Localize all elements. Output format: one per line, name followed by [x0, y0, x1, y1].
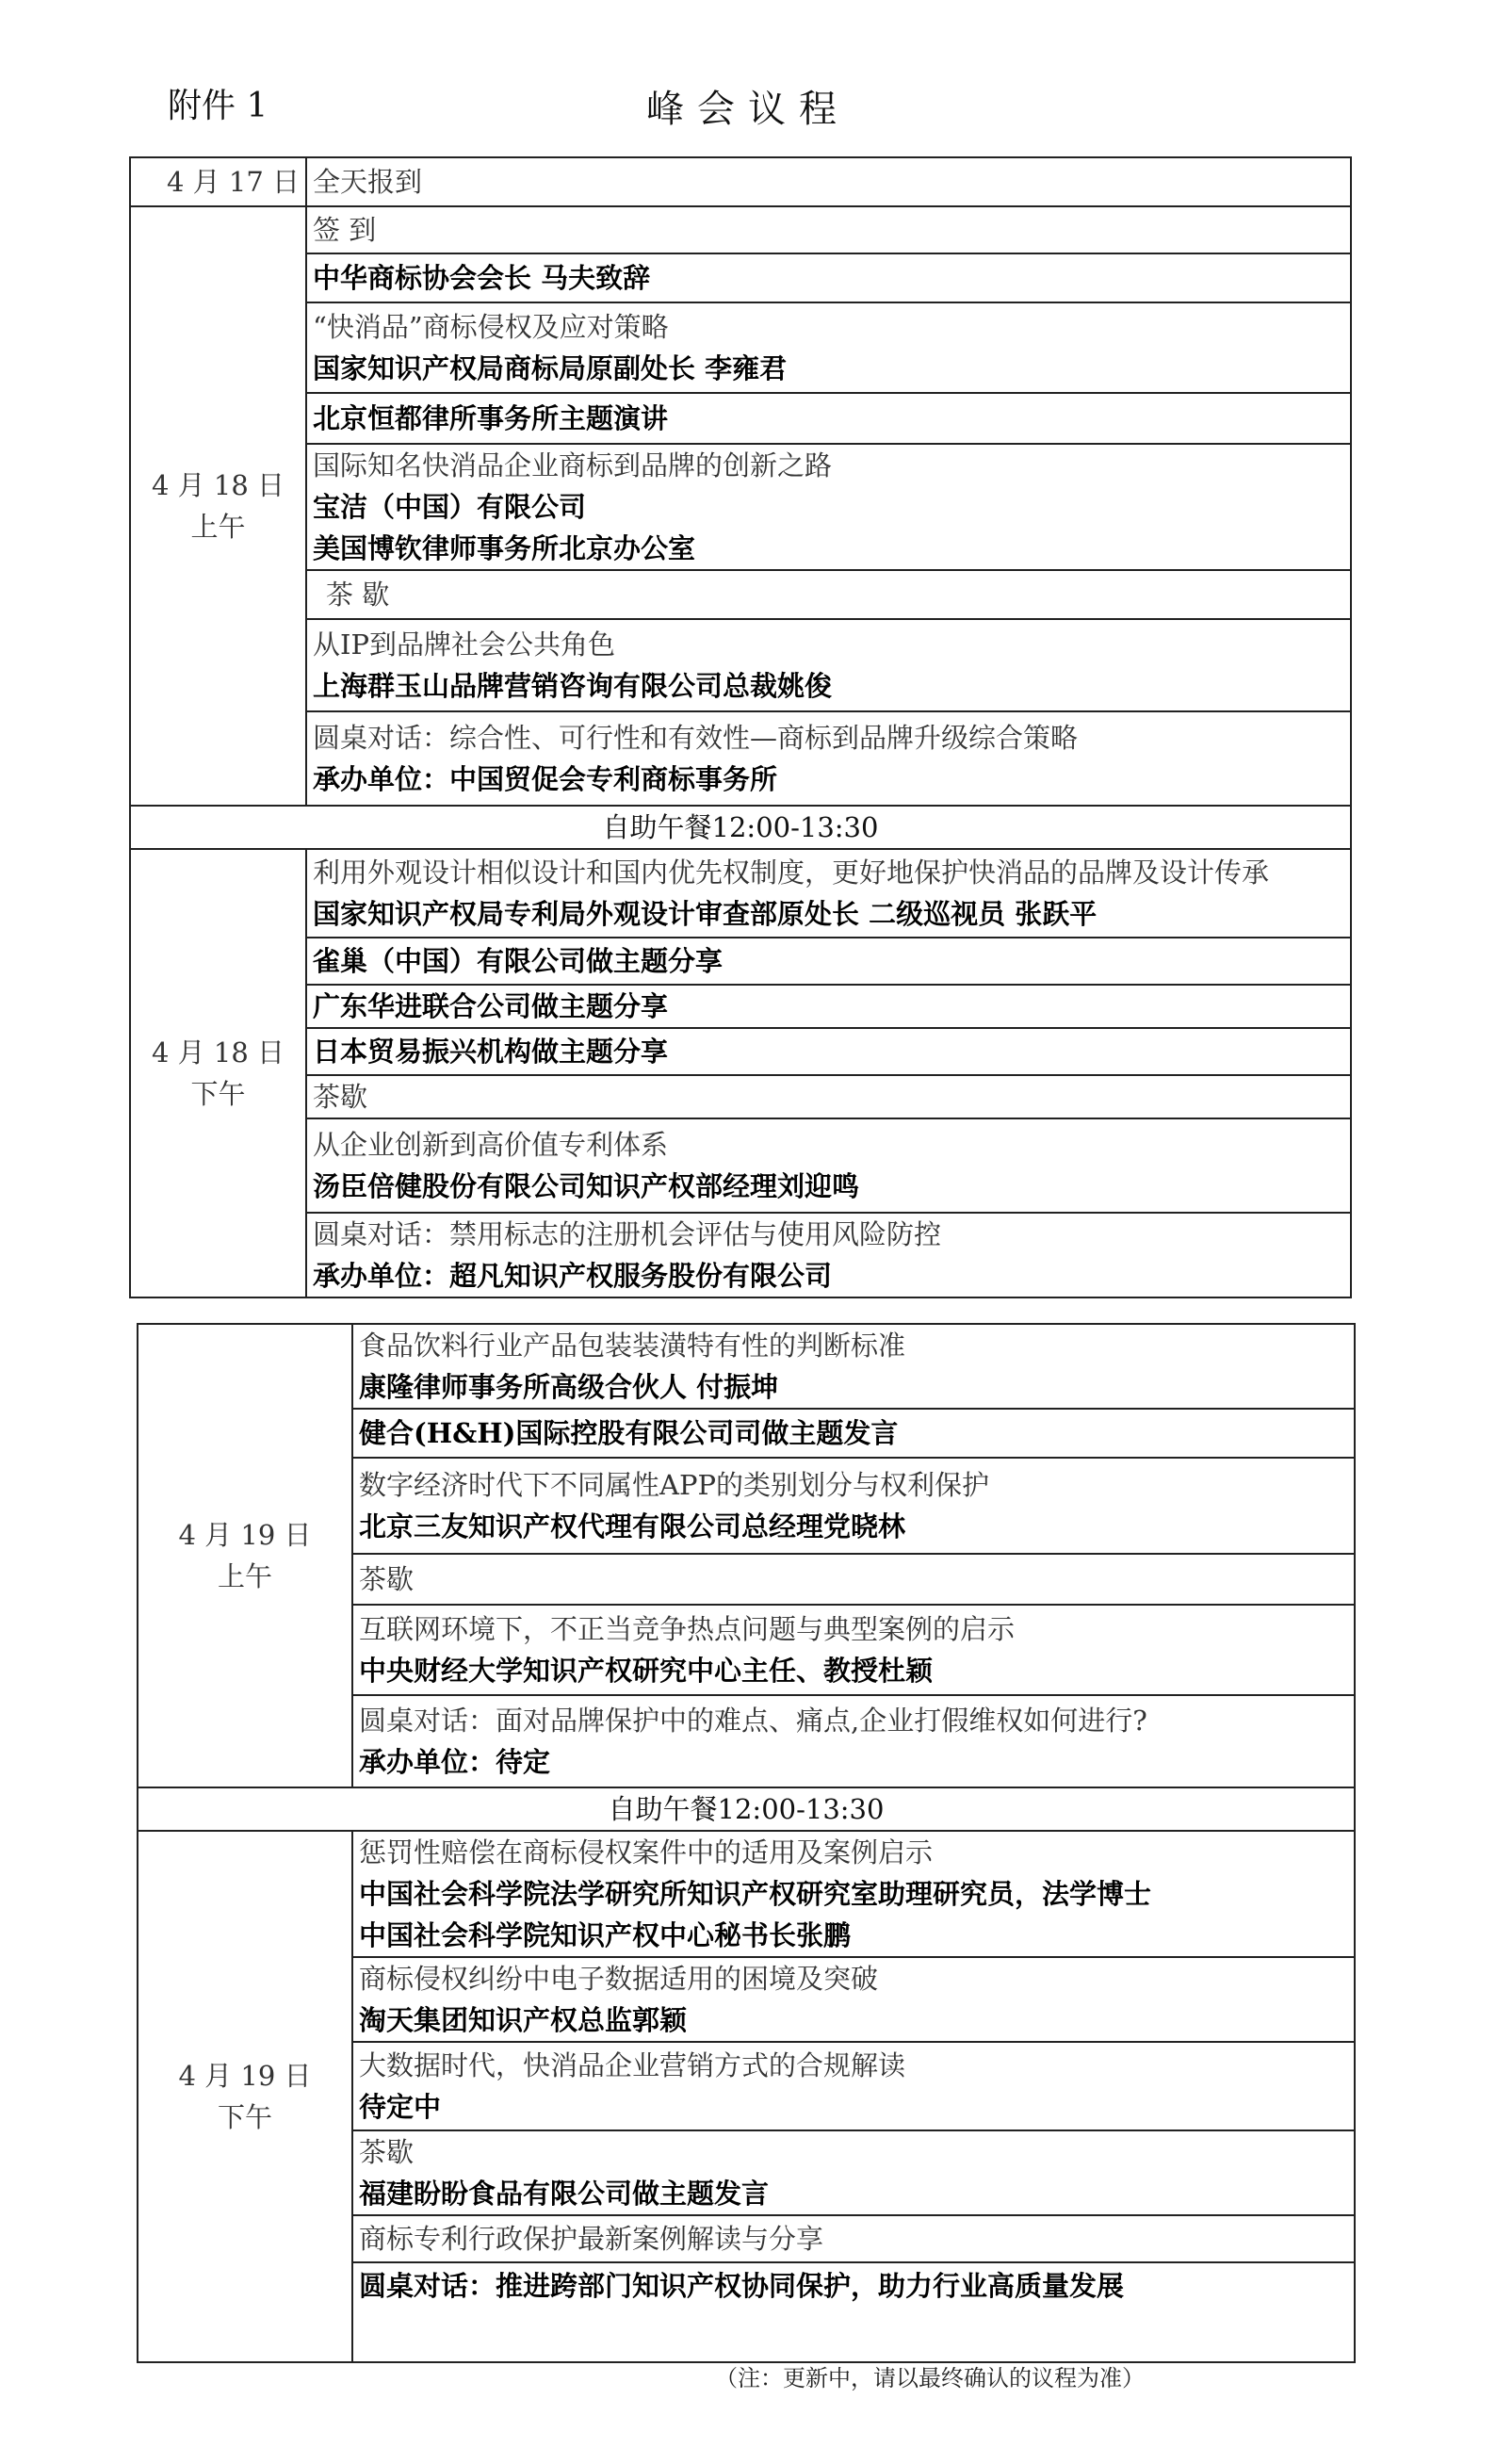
session-speaker: 国家知识产权局专利局外观设计审查部原处长 二级巡视员 张跃平 [313, 898, 1098, 930]
session-topic: 圆桌对话：禁用标志的注册机会评估与使用风险防控 [313, 1218, 942, 1250]
session-speaker: 国家知识产权局商标局原副处长 李雍君 [313, 352, 788, 384]
session-line: 茶 歇 [326, 579, 390, 611]
session-speaker: 上海群玉山品牌营销咨询有限公司总裁姚俊 [313, 670, 833, 702]
session-cell [352, 1957, 1355, 2042]
session-cell [306, 1213, 1351, 1297]
lunch-cell: 自助午餐12:00-13:30 [138, 1787, 1355, 1831]
session-line: 茶歇 [359, 1563, 415, 1595]
page-title: 峰会议程 [646, 88, 850, 131]
session-speaker: 承办单位：超凡知识产权服务股份有限公司 [313, 1260, 833, 1292]
session-cell [306, 1118, 1351, 1213]
session-topic: 食品饮料行业产品包装装潢特有性的判断标准 [359, 1330, 906, 1362]
table-row [130, 938, 1351, 985]
day-cell: 4 月 17 日 [130, 157, 306, 206]
session-line: 日本贸易振兴机构做主题分享 [313, 1036, 669, 1068]
day-cell [138, 1324, 352, 1787]
table-row [130, 711, 1351, 806]
session-speaker: 宝洁（中国）有限公司 [313, 491, 587, 523]
session-speaker: 中国社会科学院知识产权中心秘书长张鹏 [359, 1919, 852, 1951]
session-cell: 全天报到 [306, 157, 1351, 206]
attachment-label: 附件 1 [168, 87, 268, 125]
session-topic: 圆桌对话：面对品牌保护中的难点、痛点,企业打假维权如何进行? [359, 1705, 1147, 1737]
session-cell [352, 1605, 1355, 1695]
session-speaker: 北京三友知识产权代理有限公司总经理党晓林 [359, 1510, 906, 1542]
session-speaker: 淘天集团知识产权总监郭颖 [359, 2004, 688, 2036]
table-row [130, 1118, 1351, 1213]
day-cell [130, 849, 306, 1297]
day-cell [130, 206, 306, 806]
footnote: （注：更新中，请以最终确认的议程为准） [715, 2365, 1145, 2391]
table-row [130, 444, 1351, 570]
agenda-table-day3 [137, 1323, 1356, 2363]
session-speaker: 承办单位：中国贸促会专利商标事务所 [313, 763, 778, 795]
day-date: 4 月 19 日 [178, 1519, 312, 1551]
session-line: 商标专利行政保护最新案例解读与分享 [359, 2223, 824, 2255]
session-line: 健合(H&H)国际控股有限公司司做主题发言 [359, 1417, 899, 1449]
session-topic: 惩罚性赔偿在商标侵权案件中的适用及案例启示 [359, 1836, 934, 1868]
session-topic: 茶歇 [359, 2136, 415, 2168]
session-speaker: 康隆律师事务所高级合伙人 付振坤 [359, 1371, 779, 1403]
session-cell [352, 2262, 1355, 2362]
day-date: 4 月 18 日 [151, 469, 285, 501]
session-cell [306, 206, 1351, 253]
table-row [138, 1324, 1355, 1409]
day-date: 4 月 19 日 [178, 2060, 312, 2092]
session-cell [306, 302, 1351, 393]
day-cell [138, 1831, 352, 2362]
table-row [130, 570, 1351, 619]
session-line: 茶歇 [313, 1081, 368, 1113]
day-period: 上午 [190, 511, 246, 543]
table-row [138, 1787, 1355, 1831]
agenda-table-day1-2 [129, 156, 1352, 1298]
table-row [138, 1831, 1355, 1957]
table-row [130, 806, 1351, 849]
session-cell [352, 2042, 1355, 2130]
session-topic: 从IP到品牌社会公共角色 [313, 628, 615, 661]
table-row [130, 206, 1351, 253]
session-topic: 互联网环境下，不正当竞争热点问题与典型案例的启示 [359, 1613, 1016, 1645]
session-cell [306, 985, 1351, 1028]
session-line: 圆桌对话：推进跨部门知识产权协同保护，助力行业高质量发展 [359, 2270, 1125, 2302]
day-date: 4 月 18 日 [151, 1036, 285, 1069]
session-topic: 圆桌对话：综合性、可行性和有效性—商标到品牌升级综合策略 [313, 722, 1079, 754]
table-row [130, 849, 1351, 938]
session-line: 雀巢（中国）有限公司做主题分享 [313, 945, 724, 977]
table-row [130, 302, 1351, 393]
session-topic: 大数据时代，快消品企业营销方式的合规解读 [359, 2049, 906, 2081]
session-cell [306, 1028, 1351, 1075]
session-cell [352, 1458, 1355, 1554]
table-row [130, 157, 1351, 206]
session-line: 中华商标协会会长 马夫致辞 [313, 262, 651, 294]
day-period: 下午 [217, 2101, 272, 2133]
lunch-cell: 自助午餐12:00-13:30 [130, 806, 1351, 849]
session-speaker: 承办单位：待定 [359, 1746, 551, 1778]
session-topic: 利用外观设计相似设计和国内优先权制度，更好地保护快消品的品牌及设计传承 [313, 857, 1270, 889]
table-row [130, 253, 1351, 302]
session-topic: 数字经济时代下不同属性APP的类别划分与权利保护 [359, 1469, 989, 1501]
session-cell [352, 2130, 1355, 2215]
day-period: 上午 [217, 1560, 272, 1592]
table-row [130, 985, 1351, 1028]
session-cell [306, 393, 1351, 444]
table-row [130, 619, 1351, 711]
session-cell [352, 1409, 1355, 1458]
session-cell [352, 2215, 1355, 2262]
table-row [130, 1075, 1351, 1118]
session-speaker: 中国社会科学院法学研究所知识产权研究室助理研究员，法学博士 [359, 1878, 1152, 1910]
session-topic: 国际知名快消品企业商标到品牌的创新之路 [313, 449, 833, 481]
session-cell [306, 253, 1351, 302]
day-period: 下午 [190, 1078, 246, 1110]
session-cell [306, 849, 1351, 938]
session-topic: “快消品”商标侵权及应对策略 [313, 311, 669, 343]
session-cell [306, 938, 1351, 985]
session-cell [352, 1324, 1355, 1409]
table-row [130, 1213, 1351, 1297]
session-speaker: 中央财经大学知识产权研究中心主任、教授杜颖 [359, 1655, 934, 1687]
session-cell [306, 619, 1351, 711]
session-cell [352, 1554, 1355, 1605]
session-cell [352, 1695, 1355, 1787]
table-row [130, 1028, 1351, 1075]
session-topic: 商标侵权纠纷中电子数据适用的困境及突破 [359, 1963, 879, 1995]
session-speaker: 美国博钦律师事务所北京办公室 [313, 532, 696, 564]
session-line: 北京恒都律所事务所主题演讲 [313, 402, 669, 434]
session-speaker: 汤臣倍健股份有限公司知识产权部经理刘迎鸣 [313, 1170, 860, 1202]
session-cell [306, 1075, 1351, 1118]
session-speaker: 待定中 [359, 2091, 442, 2123]
table-row [130, 393, 1351, 444]
session-line: 广东华进联合公司做主题分享 [313, 990, 669, 1022]
session-line: 签 到 [313, 214, 377, 246]
session-cell [306, 711, 1351, 806]
session-cell [352, 1831, 1355, 1957]
session-speaker: 福建盼盼食品有限公司做主题发言 [359, 2178, 770, 2210]
session-cell [306, 570, 1351, 619]
session-topic: 从企业创新到高价值专利体系 [313, 1129, 669, 1161]
session-cell [306, 444, 1351, 570]
